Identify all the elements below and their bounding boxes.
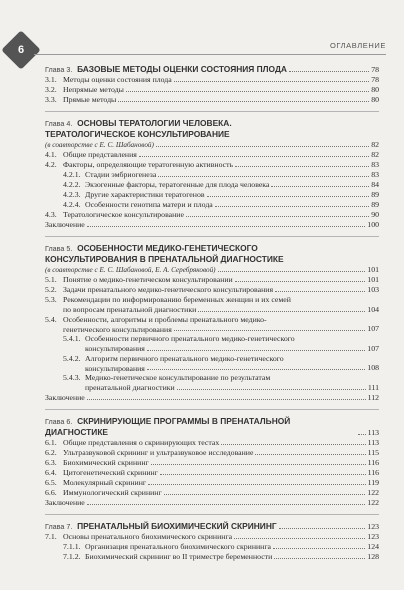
entry-title: Особенности, алгоритмы и проблемы пренатального медико- bbox=[63, 314, 267, 324]
chapter-label: Глава 7. bbox=[45, 521, 73, 531]
entry-number: 4.3. bbox=[45, 210, 57, 220]
entry-number: 6.4. bbox=[45, 468, 57, 478]
coauthors: (в соавторстве с Е. С. Шабановой, Е. А. Серебряковой) bbox=[45, 266, 216, 274]
entry-page: 103 bbox=[367, 285, 379, 294]
toc-entry bbox=[45, 170, 379, 180]
entry-page: 100 bbox=[367, 220, 379, 229]
toc-entry bbox=[45, 315, 379, 325]
entry-title: Иммунологический скрининг bbox=[63, 488, 162, 498]
entry-title: Заключение bbox=[45, 498, 85, 508]
toc-entry bbox=[45, 220, 379, 230]
coauthors: (в соавторстве с Е. С. Шабановой) bbox=[45, 141, 154, 149]
toc-entry bbox=[45, 393, 379, 403]
leader-dots bbox=[358, 434, 366, 435]
entry-title: Экзогенные факторы, тератогенные для плода человека bbox=[85, 180, 270, 190]
leader-dots bbox=[156, 146, 369, 147]
entry-page: 122 bbox=[367, 497, 379, 507]
entry-title: Заключение bbox=[45, 220, 85, 230]
chapter-title: ОСОБЕННОСТИ МЕДИКО-ГЕНЕТИЧЕСКОГО bbox=[77, 243, 258, 253]
entry-number: 6.2. bbox=[45, 448, 57, 458]
entry-page: 108 bbox=[367, 363, 379, 373]
toc-entry bbox=[45, 210, 379, 220]
entry-title-continued: консультирования bbox=[85, 363, 145, 373]
entry-number: 5.4. bbox=[45, 314, 57, 324]
chapter-title: СКРИНИРУЮЩИЕ ПРОГРАММЫ В ПРЕНАТАЛЬНОЙ ДИАГНОСТИКЕ bbox=[45, 415, 291, 437]
entry-number: 4.2.3. bbox=[63, 190, 81, 200]
entry-number: 3.3. bbox=[45, 95, 57, 105]
leader-dots bbox=[158, 176, 369, 177]
entry-page: 82 bbox=[371, 150, 379, 159]
toc-entry bbox=[45, 150, 379, 160]
entry-number: 7.1.1. bbox=[63, 542, 81, 552]
entry-number: 4.2. bbox=[45, 160, 57, 170]
entry-page: 83 bbox=[371, 160, 379, 169]
chapter-separator bbox=[45, 514, 379, 515]
chapter-page: 78 bbox=[371, 65, 379, 74]
entry-title: Медико-генетическое консультирование по результатам bbox=[85, 373, 271, 383]
entry-number: 3.2. bbox=[45, 85, 57, 95]
entry-page: 89 bbox=[371, 200, 379, 209]
entry-title: Биохимический скрининг во II триместре беременности bbox=[85, 552, 273, 562]
toc-entry bbox=[45, 75, 379, 85]
entry-page: 90 bbox=[371, 210, 379, 219]
entry-title: Понятие о медико-генетическом консультировании bbox=[63, 275, 233, 285]
leader-dots bbox=[151, 464, 366, 465]
entry-title-continued: консультирования bbox=[85, 344, 145, 354]
toc-entry bbox=[45, 373, 379, 383]
leader-dots bbox=[186, 216, 369, 217]
leader-dots bbox=[147, 350, 365, 351]
running-head bbox=[34, 42, 386, 55]
entry-title: Особенности генотипа матери и плода bbox=[85, 200, 213, 210]
chapter-heading bbox=[45, 118, 379, 129]
entry-title: Другие характеристики тератогенов bbox=[85, 190, 205, 200]
toc-entry bbox=[45, 95, 379, 105]
chapter-title-continued: ТЕРАТОЛОГИЧЕСКОЕ КОНСУЛЬТИРОВАНИЕ bbox=[45, 129, 230, 139]
leader-dots bbox=[218, 271, 366, 272]
chapter-page: 101 bbox=[367, 265, 379, 274]
chapter-heading bbox=[45, 416, 379, 438]
entry-title-continued: генетического консультирования bbox=[63, 324, 172, 334]
entry-page: 107 bbox=[367, 324, 379, 334]
entry-title: Методы оценки состояния плода bbox=[63, 75, 172, 85]
toc-entry bbox=[45, 200, 379, 210]
toc-entry-continued bbox=[45, 305, 379, 315]
entry-title: Общие представления о скринирующих тестах bbox=[63, 438, 220, 448]
entry-page: 128 bbox=[367, 551, 379, 561]
toc-entry bbox=[45, 190, 379, 200]
leader-dots bbox=[274, 558, 365, 559]
entry-page: 112 bbox=[367, 392, 379, 402]
chapter-label: Глава 5. bbox=[45, 244, 73, 253]
entry-number: 5.2. bbox=[45, 285, 57, 295]
chapter-title-line bbox=[45, 64, 287, 75]
toc-entry bbox=[45, 498, 379, 508]
toc-entry bbox=[45, 458, 379, 468]
toc-entry-continued bbox=[45, 363, 379, 373]
leader-dots bbox=[255, 454, 365, 455]
entry-title: Непрямые методы bbox=[63, 85, 124, 95]
entry-number: 5.4.1. bbox=[63, 334, 81, 344]
chapter-label: Глава 6. bbox=[45, 416, 73, 426]
entry-page: 111 bbox=[367, 382, 379, 392]
entry-title: Общие представления bbox=[63, 150, 137, 160]
chapter bbox=[45, 118, 379, 230]
chapter-heading bbox=[45, 64, 379, 75]
entry-title: Прямые методы bbox=[63, 95, 117, 105]
leader-dots bbox=[273, 548, 365, 549]
entry-page: 124 bbox=[367, 541, 379, 551]
chapter-heading bbox=[45, 521, 379, 532]
leader-dots bbox=[126, 91, 369, 92]
entry-page: 116 bbox=[367, 457, 379, 467]
chapter-label: Глава 3. bbox=[45, 65, 73, 74]
leader-dots bbox=[87, 226, 366, 227]
chapter-title-line bbox=[45, 118, 232, 129]
entry-page: 116 bbox=[367, 467, 379, 477]
entry-page: 101 bbox=[367, 275, 379, 284]
page-number: 6 bbox=[17, 44, 25, 56]
entry-title: Факторы, определяющие тератогенную активность bbox=[63, 160, 234, 170]
entry-title: Особенности первичного пренатального медико-генетического bbox=[85, 334, 295, 344]
leader-dots bbox=[164, 494, 366, 495]
entry-title: Молекулярный скрининг bbox=[63, 478, 147, 488]
entry-number: 4.2.4. bbox=[63, 200, 81, 210]
entry-page: 119 bbox=[367, 477, 379, 487]
entry-title: Цитогенетический скрининг bbox=[63, 468, 158, 478]
chapter-title-line2 bbox=[45, 254, 379, 265]
chapter bbox=[45, 521, 379, 562]
chapter-heading bbox=[45, 243, 379, 254]
toc-entry bbox=[45, 285, 379, 295]
chapter bbox=[45, 64, 379, 105]
entry-number: 5.4.2. bbox=[63, 353, 81, 363]
chapter-page: 82 bbox=[371, 140, 379, 149]
toc-entry bbox=[45, 552, 379, 562]
entry-title: Биохимический скрининг bbox=[63, 458, 149, 468]
entry-page: 104 bbox=[367, 304, 379, 314]
entry-page: 80 bbox=[371, 85, 379, 94]
toc-entry bbox=[45, 532, 379, 542]
toc-entry bbox=[45, 488, 379, 498]
chapter-title-line2 bbox=[45, 129, 379, 140]
leader-dots bbox=[147, 369, 365, 370]
toc-entry bbox=[45, 275, 379, 285]
toc-entry-continued bbox=[45, 383, 379, 393]
coauthors-row bbox=[45, 140, 379, 150]
toc-entry bbox=[45, 295, 379, 305]
running-head-title: ОГЛАВЛЕНИЕ bbox=[329, 41, 386, 50]
leader-dots bbox=[118, 101, 369, 102]
entry-number: 3.1. bbox=[45, 75, 57, 85]
entry-number: 6.3. bbox=[45, 458, 57, 468]
entry-number: 4.1. bbox=[45, 150, 57, 160]
toc-entry bbox=[45, 438, 379, 448]
chapter-page: 113 bbox=[367, 427, 379, 437]
entry-title-continued: пренатальной диагностики bbox=[85, 383, 175, 393]
entry-title: Основы пренатального биохимического скрининга bbox=[63, 532, 233, 542]
entry-number: 5.4.3. bbox=[63, 373, 81, 383]
chapter-separator bbox=[45, 111, 379, 112]
chapter-separator bbox=[45, 409, 379, 410]
leader-dots bbox=[275, 291, 365, 292]
entry-number: 6.6. bbox=[45, 488, 57, 498]
entry-title: Рекомендации по информированию беременных женщин и их семей bbox=[63, 295, 291, 304]
entry-title: Заключение bbox=[45, 393, 85, 403]
toc-entry bbox=[45, 448, 379, 458]
entry-page: 80 bbox=[371, 95, 379, 104]
leader-dots bbox=[148, 484, 366, 485]
leader-dots bbox=[160, 474, 366, 475]
entry-title: Стадии эмбриогенеза bbox=[85, 170, 157, 180]
coauthors-row bbox=[45, 265, 379, 275]
leader-dots bbox=[177, 389, 366, 390]
leader-dots bbox=[279, 528, 366, 529]
entry-page: 107 bbox=[367, 343, 379, 353]
leader-dots bbox=[221, 444, 365, 445]
chapter-title: БАЗОВЫЕ МЕТОДЫ ОЦЕНКИ СОСТОЯНИЯ ПЛОДА bbox=[77, 64, 287, 74]
entry-number: 5.1. bbox=[45, 275, 57, 285]
leader-dots bbox=[271, 186, 369, 187]
toc-entry bbox=[45, 542, 379, 552]
leader-dots bbox=[235, 166, 369, 167]
chapter bbox=[45, 416, 379, 508]
entry-page: 115 bbox=[367, 447, 379, 457]
leader-dots bbox=[234, 538, 365, 539]
toc-entry bbox=[45, 160, 379, 170]
chapter-title-continued: КОНСУЛЬТИРОВАНИЯ В ПРЕНАТАЛЬНОЙ ДИАГНОСТИКЕ bbox=[45, 254, 284, 264]
entry-page: 113 bbox=[367, 437, 379, 447]
toc-entry bbox=[45, 334, 379, 344]
entry-page: 78 bbox=[371, 75, 379, 84]
leader-dots bbox=[87, 399, 366, 400]
entry-number: 6.5. bbox=[45, 478, 57, 488]
chapter bbox=[45, 243, 379, 403]
leader-dots bbox=[198, 311, 365, 312]
entry-number: 5.3. bbox=[45, 295, 57, 304]
chapter-page: 123 bbox=[367, 521, 379, 531]
leader-dots bbox=[174, 81, 369, 82]
toc-entry bbox=[45, 478, 379, 488]
chapter-title: ПРЕНАТАЛЬНЫЙ БИОХИМИЧЕСКИЙ СКРИНИНГ bbox=[77, 520, 277, 531]
leader-dots bbox=[215, 206, 369, 207]
leader-dots bbox=[174, 330, 365, 331]
toc-entry bbox=[45, 354, 379, 364]
leader-dots bbox=[289, 71, 369, 72]
entry-number: 7.1.2. bbox=[63, 552, 81, 562]
entry-page: 84 bbox=[371, 180, 379, 189]
entry-title: Тератологическое консультирование bbox=[63, 210, 184, 220]
entry-number: 4.2.2. bbox=[63, 180, 81, 190]
chapter-title-line bbox=[45, 416, 356, 438]
entry-title-continued: по вопросам пренатальной диагностики bbox=[63, 305, 197, 314]
entry-page: 123 bbox=[367, 531, 379, 541]
chapter-label: Глава 4. bbox=[45, 119, 73, 128]
entry-number: 7.1. bbox=[45, 532, 57, 542]
table-of-contents bbox=[45, 64, 379, 568]
chapter-separator bbox=[45, 236, 379, 237]
leader-dots bbox=[139, 156, 369, 157]
toc-entry bbox=[45, 180, 379, 190]
entry-page: 83 bbox=[371, 170, 379, 179]
entry-title: Алгоритм первичного пренатального медико-генетического bbox=[85, 353, 284, 363]
entry-number: 4.2.1. bbox=[63, 170, 81, 180]
leader-dots bbox=[207, 196, 370, 197]
chapter-title-line bbox=[45, 243, 258, 254]
chapter-title: ОСНОВЫ ТЕРАТОЛОГИИ ЧЕЛОВЕКА. bbox=[77, 118, 232, 128]
entry-page: 122 bbox=[367, 487, 379, 497]
entry-title: Задачи пренатального медико-генетического консультирования bbox=[63, 285, 274, 295]
toc-entry bbox=[45, 85, 379, 95]
entry-number: 6.1. bbox=[45, 438, 57, 448]
toc-entry-continued bbox=[45, 324, 379, 334]
toc-entry bbox=[45, 468, 379, 478]
chapter-title-line bbox=[45, 521, 277, 532]
entry-page: 89 bbox=[371, 190, 379, 199]
entry-title: Организация пренатального биохимического скрининга bbox=[85, 542, 272, 552]
toc-entry-continued bbox=[45, 344, 379, 354]
leader-dots bbox=[87, 504, 366, 505]
leader-dots bbox=[235, 281, 366, 282]
entry-title: Ультразвуковой скрининг и ультразвуковое исследование bbox=[63, 448, 254, 458]
